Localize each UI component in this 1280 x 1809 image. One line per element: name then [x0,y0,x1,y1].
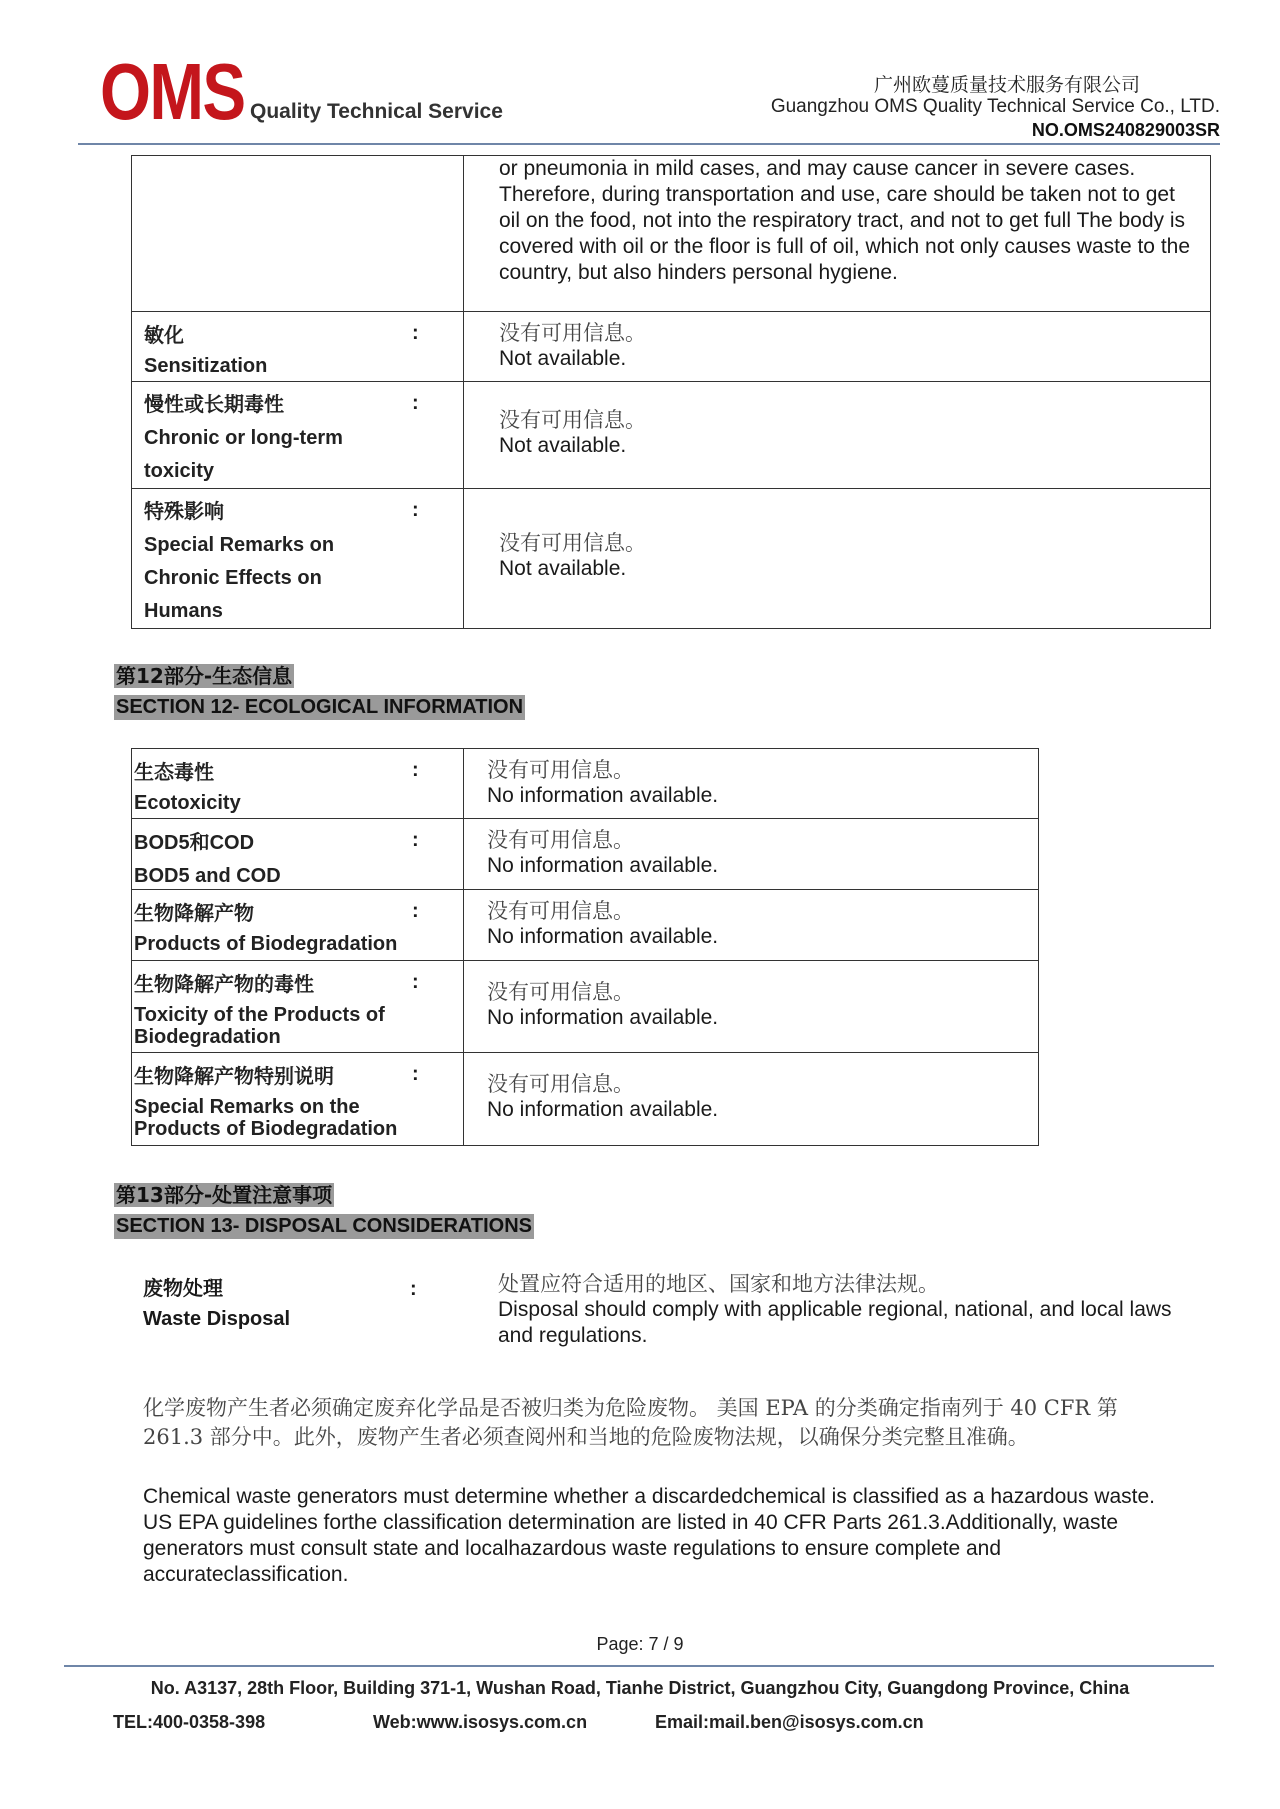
label-cn: 慢性或长期毒性 [144,392,284,416]
label-en: Toxicity of the Products of Biodegradation [134,1004,385,1048]
ecological-table [131,748,1039,1146]
footer-web: Web:www.isosys.com.cn [373,1712,588,1732]
value-en: No information available. [487,925,719,948]
waste-disposal-label-en: Waste Disposal [143,1308,291,1330]
label-cn: 生物降解产物 [134,901,254,925]
epa-note-en: Chemical waste generators must determine whether a discardedchemical is classified as a hazardous waste. US EPA guidelines forthe classification determination are listed in 40 CFR Parts 261.3.Additionally, waste generators must consult state and localhazardous waste regulations to ensure complete and accurateclassification. [143,1485,1155,1586]
value-en: No information available. [487,784,719,807]
label-cn: 生物降解产物的毒性 [134,972,314,996]
value-en: Not available. [499,434,627,457]
value-cn: 没有可用信息。 [499,408,646,432]
report-number: NO.OMS240829003SR [1031,120,1220,140]
label-en: Chronic or long-term toxicity [144,427,343,482]
table-row [132,1053,1039,1146]
label-cn: 生物降解产物特别说明 [134,1064,334,1088]
footer-address: No. A3137, 28th Floor, Building 371-1, Wushan Road, Tianhe District, Guangzhou City, Guangdong Province, China [150,1678,1130,1698]
table-row [132,890,1039,961]
section-title-cn: 第12部分-生态信息 [116,664,293,688]
value-en: No information available. [487,854,719,877]
table-row [132,382,1211,489]
table-row [132,156,1211,312]
label-cn: 特殊影响 [144,499,224,523]
value-cn: 没有可用信息。 [487,758,634,782]
label-en: BOD5 and COD [134,865,281,887]
section-13-heading [114,1183,534,1239]
value-en: Not available. [499,557,627,580]
section-title-en: SECTION 12- ECOLOGICAL INFORMATION [116,696,524,718]
table-row [132,749,1039,819]
label-en: Ecotoxicity [134,792,241,814]
colon: : [412,1063,419,1085]
colon: : [410,1278,417,1300]
section-12-heading [114,664,525,720]
company-name-en: Guangzhou OMS Quality Technical Service Co., LTD. [770,96,1220,117]
value-cn: 没有可用信息。 [499,321,646,345]
table-row [132,489,1211,629]
table-row [132,961,1039,1053]
value-cn: 没有可用信息。 [487,1072,634,1096]
colon: : [412,900,419,922]
colon: : [412,322,419,344]
section-title-en: SECTION 13- DISPOSAL CONSIDERATIONS [116,1215,532,1237]
waste-disposal-label-cn: 废物处理 [143,1276,223,1300]
footer-tel: TEL:400-0358-398 [113,1712,266,1732]
colon: : [412,392,419,414]
footer-email: Email:mail.ben@isosys.com.cn [655,1712,924,1732]
waste-disposal-value-en: Disposal should comply with applicable regional, national, and local laws and regulations. [498,1298,1172,1347]
page-number: Page: 7 / 9 [596,1634,684,1654]
value-en: No information available. [487,1006,719,1029]
value-cn: 没有可用信息。 [487,980,634,1004]
epa-note-cn: 化学废物产生者必须确定废弃化学品是否被归类为危险废物。 美国 EPA 的分类确定指南列于 40 CFR 第 261.3 部分中。此外，废物产生者必须查阅州和当地的危险废物法规，以确保分类完整且准确。 [143,1396,1118,1449]
value-cn: 没有可用信息。 [499,531,646,555]
company-name-cn: 广州欧蔓质量技术服务有限公司 [873,74,1140,96]
value-en: Not available. [499,347,627,370]
label-en: Sensitization [144,355,268,377]
section-title-cn: 第13部分-处置注意事项 [116,1183,333,1207]
logo-subtitle: Quality Technical Service [250,100,503,123]
label-en: Special Remarks on Chronic Effects on Humans [144,534,335,622]
colon: : [412,499,419,521]
value-en: No information available. [487,1098,719,1121]
colon: : [412,759,419,781]
label-cn: 生态毒性 [134,760,214,784]
footer-divider [64,1665,1214,1667]
value-cn: 没有可用信息。 [487,828,634,852]
colon: : [412,971,419,993]
header-divider [78,143,1220,145]
value-cn: 没有可用信息。 [487,899,634,923]
label-en: Special Remarks on the Products of Biodegradation [134,1096,398,1140]
toxicology-table [131,155,1211,629]
table-row [132,312,1211,382]
company-logo: OMS [100,47,245,136]
waste-disposal-value-cn: 处置应符合适用的地区、国家和地方法律法规。 [498,1272,939,1296]
table-row [132,819,1039,890]
label-en: Products of Biodegradation [134,933,398,955]
colon: : [412,829,419,851]
label-cn: 敏化 [144,323,184,347]
continued-text: or pneumonia in mild cases, and may cause cancer in severe cases. Therefore, during transportation and use, care should be taken not to get oil on the food, not into the respiratory tract, and not to get full The body is covered with oil or the floor is full of oil, which not only causes waste to the country, but also hinders personal hygiene. [499,157,1191,284]
label-cn: BOD5和COD [134,832,255,854]
